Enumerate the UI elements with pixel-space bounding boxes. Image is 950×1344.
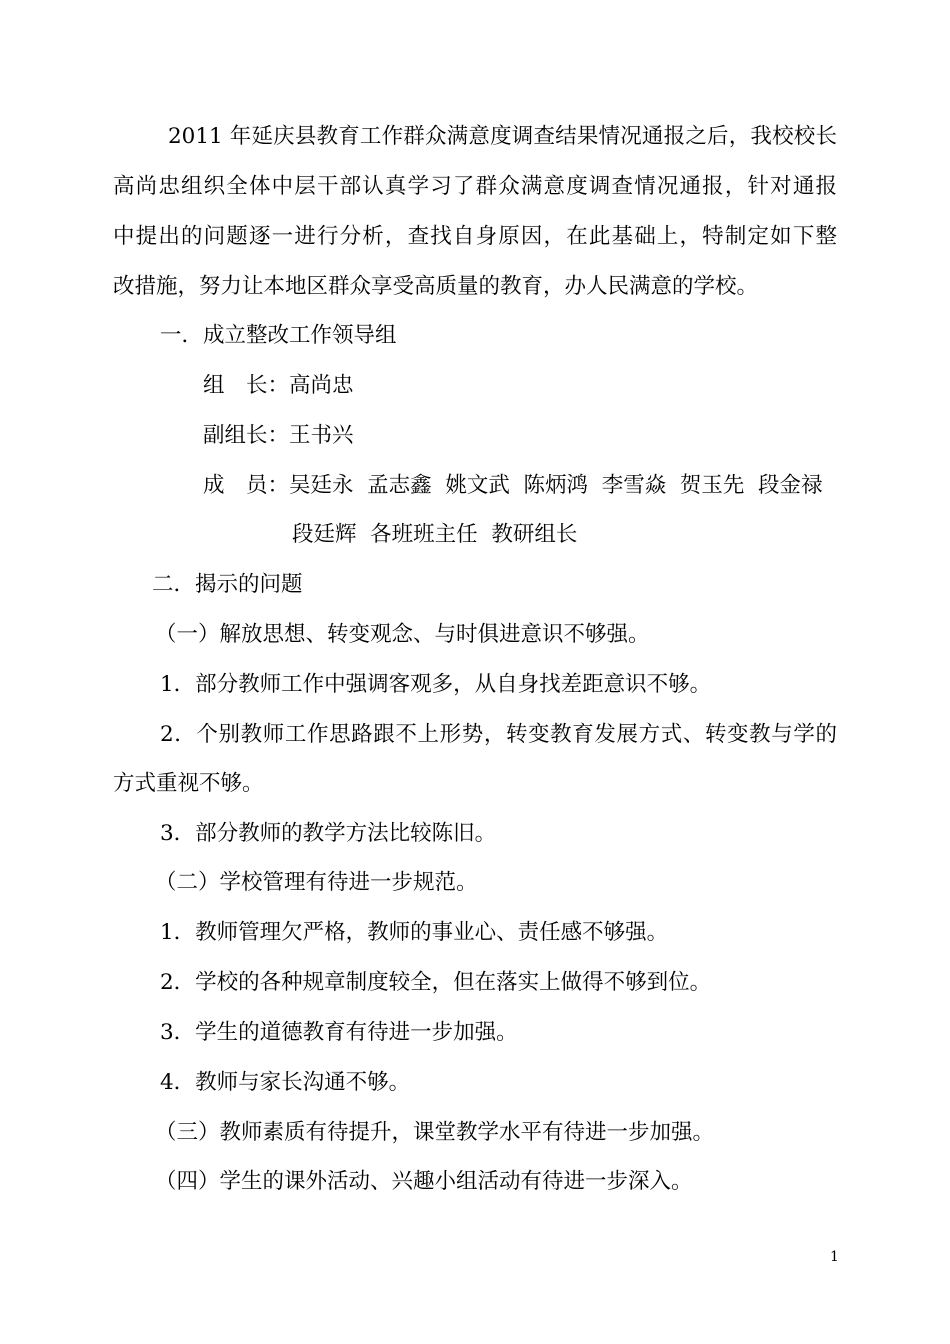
- subsection-3-heading: （三）教师素质有待提升，课堂教学水平有待进一步加强。: [155, 1120, 715, 1145]
- subsection-1-item-2-line-1: 2．个别教师工作思路跟不上形势，转变教育发展方式、转变教与学的: [160, 722, 837, 747]
- deputy-label: 副组长：: [203, 423, 290, 448]
- intro-line-2: 高尚忠组织全体中层干部认真学习了群众满意度调查情况通报，针对通报: [113, 174, 837, 199]
- subsection-2-item-1: 1．教师管理欠严格，教师的事业心、责任感不够强。: [160, 920, 669, 945]
- members-line-1: 吴廷永 孟志鑫 姚文武 陈炳鸿 李雪焱 贺玉先 段金禄: [289, 473, 823, 498]
- subsection-2-item-3: 3．学生的道德教育有待进一步加强。: [160, 1020, 518, 1045]
- leader-label: 组 长：: [203, 373, 290, 398]
- subsection-2-item-2: 2．学校的各种规章制度较全，但在落实上做得不够到位。: [160, 970, 712, 995]
- subsection-1-item-3: 3．部分教师的教学方法比较陈旧。: [160, 821, 497, 846]
- section-2-heading: 二．揭示的问题: [152, 572, 303, 597]
- intro-line-3: 中提出的问题逐一进行分析，查找自身原因，在此基础上，特制定如下整: [113, 224, 837, 249]
- members-label: 成 员：: [203, 473, 290, 498]
- members-row: [203, 472, 823, 500]
- section-1-heading: 一．成立整改工作领导组: [160, 323, 397, 348]
- deputy-value: 王书兴: [289, 423, 354, 448]
- subsection-1-item-2-line-2: 方式重视不够。: [113, 771, 264, 796]
- intro-line-1: 2011 年延庆县教育工作群众满意度调查结果情况通报之后，我校校长: [168, 124, 837, 149]
- subsection-2-item-4: 4．教师与家长沟通不够。: [160, 1070, 411, 1095]
- leader-value: 高尚忠: [289, 373, 354, 398]
- subsection-1-heading: （一）解放思想、转变观念、与时俱进意识不够强。: [155, 622, 650, 647]
- intro-line-4: 改措施，努力让本地区群众享受高质量的教育，办人民满意的学校。: [113, 274, 759, 299]
- subsection-1-item-1: 1．部分教师工作中强调客观多，从自身找差距意识不够。: [160, 672, 712, 697]
- leader-row: [203, 372, 354, 400]
- members-line-2: 段廷辉 各班班主任 教研组长: [292, 522, 578, 547]
- page-number: 1: [830, 1249, 839, 1265]
- deputy-row: [203, 422, 354, 450]
- subsection-4-heading: （四）学生的课外活动、兴趣小组活动有待进一步深入。: [155, 1169, 693, 1194]
- subsection-2-heading: （二）学校管理有待进一步规范。: [155, 870, 478, 895]
